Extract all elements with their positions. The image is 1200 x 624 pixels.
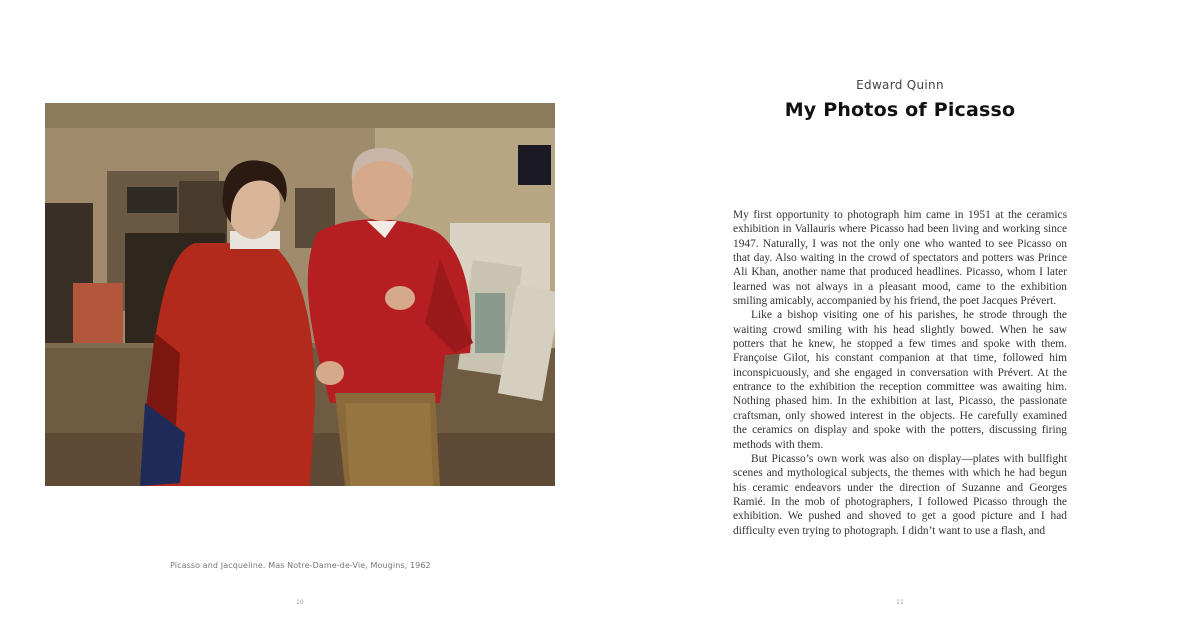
page-number-left: 10 — [296, 599, 304, 606]
paragraph-2: Like a bishop visiting one of his parishes, he strode through the waiting crowd smiling with his head slightly bowed. When he saw potters that he knew, he stopped a few times and spoke with them. Françoise Gilot, his constant companion at that time, followed him inconspicuously, and she engaged in conversation with Prévert. At the entrance to the exhibition the reception committee was awaiting him. Nothing phased him. In the exhibition at last, Picasso, the passionate craftsman, only showed interest in the objects. He carefully examined the ceramics on display and spoke with the potters, discussing firing methods with them. — [733, 309, 1067, 451]
paragraph-3: But Picasso’s own work was also on display—plates with bullfight scenes and mythological subjects, the themes with which he had begun his ceramic endeavors under the direction of Suzanne and Georges Ramié. In the mob of photographers, I followed Picasso through the exhibition. We pushed and shoved to get a good picture and I had difficulty even trying to photograph. I didn’t want to use a flash, and — [733, 452, 1067, 537]
right-page — [600, 0, 1200, 624]
photo-picasso-and-jacqueline — [45, 103, 555, 486]
paragraph-1: My first opportunity to photograph him came in 1951 at the ceramics exhibition in Vallauris where Picasso had been living and working since 1947. Naturally, I was not the only one who wanted to see Picasso on that day. Also waiting in the crowd of spectators and potters was Prince Ali Khan, another name that produced headlines. Picasso, whom I later learned was not always in a pleasant mood, came to the exhibition smiling amicably, accompanied by his friend, the poet Jacques Prévert. — [733, 209, 1067, 308]
author-name: Edward Quinn — [856, 78, 944, 92]
body-text — [733, 208, 1067, 554]
chapter-title: My Photos of Picasso — [784, 99, 1016, 121]
photo-caption: Picasso and Jacqueline. Mas Notre-Dame-de-Vie, Mougins, 1962 — [170, 561, 431, 570]
page-number-right: 11 — [896, 599, 904, 606]
